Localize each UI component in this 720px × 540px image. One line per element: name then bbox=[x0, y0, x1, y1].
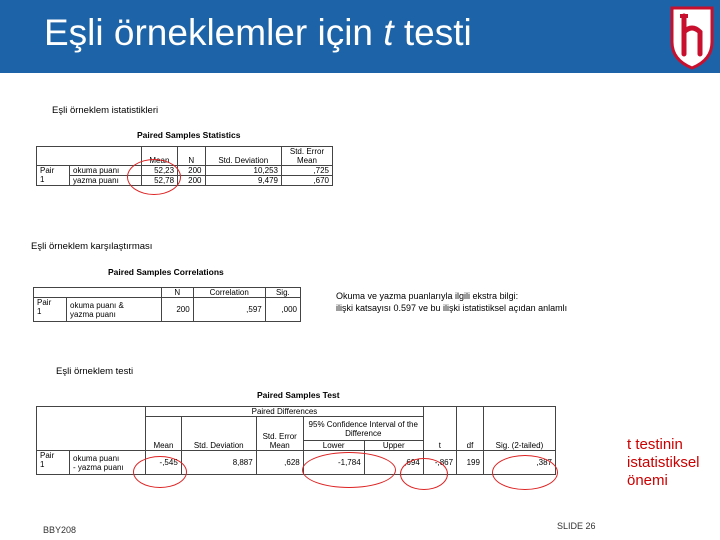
hacettepe-logo-icon bbox=[668, 2, 716, 70]
col-df: df bbox=[457, 407, 484, 451]
cell-n: 200 bbox=[178, 166, 205, 176]
empty-header bbox=[37, 147, 142, 166]
paired-test-table bbox=[36, 406, 556, 475]
cell-sig: ,000 bbox=[265, 298, 300, 322]
col-n: N bbox=[178, 147, 205, 166]
paired-differences-header: Paired Differences bbox=[146, 407, 424, 417]
col-upper: Upper bbox=[364, 441, 423, 451]
pair-cell: Pair 1 bbox=[37, 451, 70, 475]
col-std-err: Std. Error Mean bbox=[256, 417, 303, 451]
col-lower: Lower bbox=[303, 441, 364, 451]
pair-cell: Pair 1 bbox=[34, 298, 67, 322]
corr-caption: Eşli örneklem karşılaştırması bbox=[31, 241, 153, 252]
col-mean: Mean bbox=[146, 417, 182, 451]
row-label: okuma puanı - yazma puanı bbox=[70, 451, 146, 475]
pair-cell: Pair 1 bbox=[37, 166, 70, 186]
cell-t: -,867 bbox=[423, 451, 456, 475]
row-label: yazma puanı bbox=[70, 176, 142, 186]
paired-corr-table bbox=[33, 287, 301, 322]
test-table-title: Paired Samples Test bbox=[257, 390, 340, 400]
ci-header: 95% Confidence Interval of the Difference bbox=[303, 417, 423, 441]
highlight-ci-ellipse bbox=[302, 452, 396, 488]
empty-header bbox=[37, 407, 146, 451]
col-n: N bbox=[161, 288, 193, 298]
stats-caption: Eşli örneklem istatistikleri bbox=[52, 105, 159, 116]
col-std-dev: Std. Deviation bbox=[205, 147, 282, 166]
row-label: okuma puanı bbox=[70, 166, 142, 176]
significance-annotation: t testinin istatistiksel önemi bbox=[627, 436, 700, 489]
col-sig: Sig. (2-tailed) bbox=[483, 407, 555, 451]
cell-mean: -,545 bbox=[146, 451, 182, 475]
col-correlation: Correlation bbox=[193, 288, 265, 298]
cell-std-err: ,628 bbox=[256, 451, 303, 475]
footer-course-code: BBY208 bbox=[43, 525, 77, 535]
col-std-err: Std. Error Mean bbox=[282, 147, 333, 166]
correlation-note: Okuma ve yazma puanlarıyla ilgili ekstra bilgi: ilişki katsayısı 0.597 ve bu ilişki istatistiksel açıdan anlamlı bbox=[336, 291, 568, 313]
row-label: okuma puanı & yazma puanı bbox=[67, 298, 162, 322]
highlight-mean-ellipse bbox=[127, 159, 181, 195]
paired-stats-table bbox=[36, 146, 333, 186]
cell-mean: 52,78 bbox=[141, 176, 177, 186]
cell-n: 200 bbox=[161, 298, 193, 322]
cell-sig: ,387 bbox=[483, 451, 555, 475]
stats-table-title: Paired Samples Statistics bbox=[137, 130, 241, 140]
cell-df: 199 bbox=[457, 451, 484, 475]
cell-std-err: ,725 bbox=[282, 166, 333, 176]
corr-table-title: Paired Samples Correlations bbox=[108, 267, 224, 277]
cell-mean: 52,23 bbox=[141, 166, 177, 176]
cell-std-dev: 10,253 bbox=[205, 166, 282, 176]
cell-correlation: ,597 bbox=[193, 298, 265, 322]
col-sig: Sig. bbox=[265, 288, 300, 298]
test-caption: Eşli örneklem testi bbox=[56, 366, 134, 377]
highlight-sig-ellipse bbox=[492, 455, 558, 490]
title-bar bbox=[0, 0, 720, 73]
empty-header bbox=[34, 288, 162, 298]
col-t: t bbox=[423, 407, 456, 451]
cell-upper: ,694 bbox=[364, 451, 423, 475]
footer-slide-number: SLIDE 26 bbox=[557, 521, 596, 531]
col-std-dev: Std. Deviation bbox=[181, 417, 256, 451]
cell-n: 200 bbox=[178, 176, 205, 186]
col-mean: Mean bbox=[141, 147, 177, 166]
slide-title: Eşli örneklemler için t testi bbox=[44, 12, 472, 53]
highlight-mean-ellipse bbox=[133, 456, 187, 488]
cell-lower: -1,784 bbox=[303, 451, 364, 475]
highlight-t-ellipse bbox=[400, 458, 448, 490]
cell-std-dev: 8,887 bbox=[181, 451, 256, 475]
cell-std-dev: 9,479 bbox=[205, 176, 282, 186]
cell-std-err: ,670 bbox=[282, 176, 333, 186]
